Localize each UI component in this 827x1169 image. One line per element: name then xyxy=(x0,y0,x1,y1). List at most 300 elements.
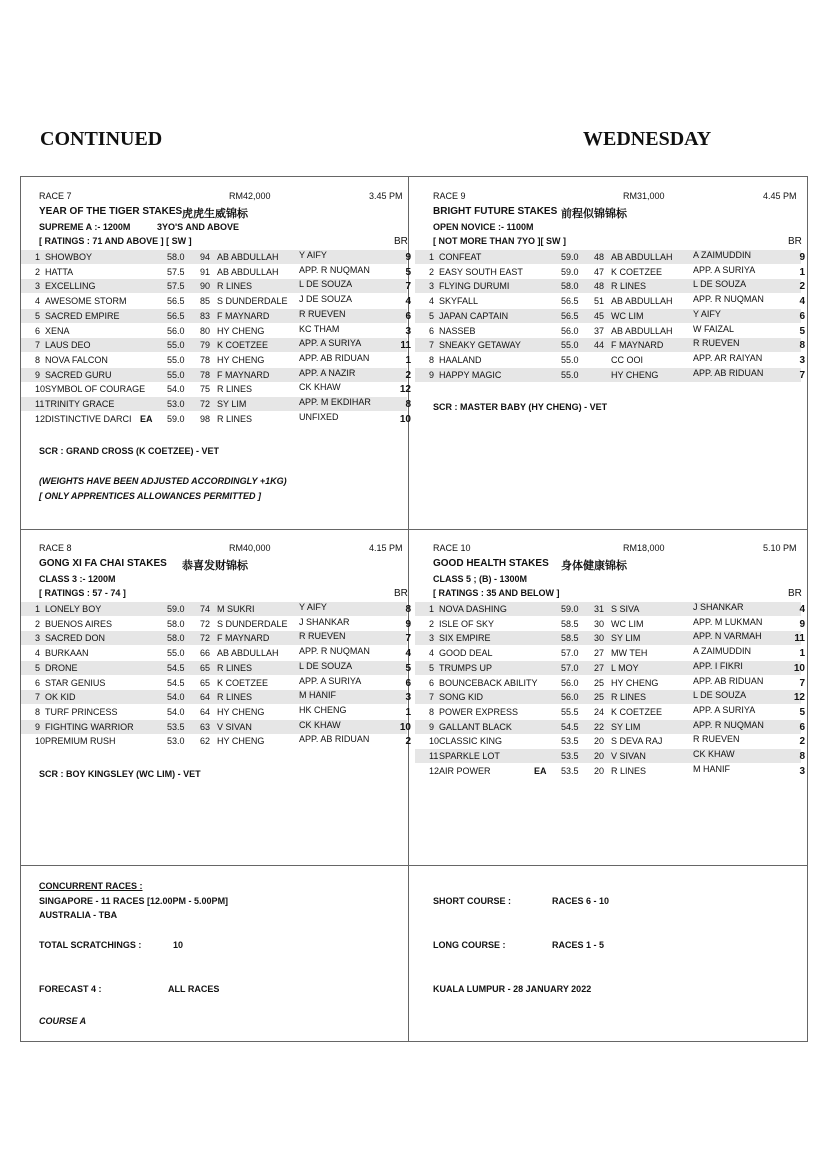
horse-name: HAPPY MAGIC xyxy=(439,369,502,380)
runner-number: 8 xyxy=(429,354,435,365)
trainer: R LINES xyxy=(217,662,253,673)
runner-number: 2 xyxy=(429,266,435,277)
rating: 78 xyxy=(200,369,211,380)
race-name-chinese: 身体健康锦标 xyxy=(561,560,627,572)
race-name: GONG XI FA CHAI STAKES xyxy=(39,558,167,569)
weight: 57.0 xyxy=(561,662,579,673)
long-course-label: LONG COURSE : xyxy=(433,940,506,950)
barrier: 11 xyxy=(400,340,411,352)
weight: 54.5 xyxy=(167,677,185,688)
trainer: K COETZEE xyxy=(611,706,663,717)
rating: 45 xyxy=(594,310,605,321)
runner-row xyxy=(21,264,411,279)
weight: 57.0 xyxy=(561,648,579,659)
jockey: APP. R NUQMAN xyxy=(693,294,764,305)
header-continued: CONTINUED xyxy=(40,128,163,150)
rating: 20 xyxy=(594,751,605,761)
barrier-header: BR xyxy=(394,588,408,599)
horse-name: EXCELLING xyxy=(45,281,96,292)
runner-row xyxy=(21,338,411,352)
runner-row xyxy=(415,646,805,660)
trainer: HY CHENG xyxy=(611,369,659,380)
runner-row xyxy=(21,616,411,631)
trainer: F MAYNARD xyxy=(217,633,270,644)
weight: 54.5 xyxy=(561,721,579,732)
weight: 56.0 xyxy=(561,692,579,703)
barrier: 7 xyxy=(799,369,805,381)
horse-name: CLASSIC KING xyxy=(439,736,503,747)
runner-number: 11 xyxy=(35,399,45,409)
rating: 94 xyxy=(200,252,211,262)
jockey: L DE SOUZA xyxy=(299,660,353,671)
barrier: 7 xyxy=(405,281,411,293)
rating: 63 xyxy=(200,721,211,732)
rating: 25 xyxy=(594,692,605,703)
horse-name: LONELY BOY xyxy=(45,604,102,614)
trainer: M SUKRI xyxy=(217,604,255,614)
runner-number: 4 xyxy=(429,648,435,659)
race-class: SUPREME A :- 1200M xyxy=(39,222,131,232)
ea-marker: EA xyxy=(534,765,547,776)
horse-name: SONG KID xyxy=(439,692,484,703)
weight: 55.0 xyxy=(167,354,185,365)
horse-name: TURF PRINCESS xyxy=(45,706,118,717)
jockey: APP. AB RIDUAN xyxy=(693,675,764,686)
rating: 27 xyxy=(594,648,605,659)
runner-number: 6 xyxy=(35,325,41,336)
rating: 75 xyxy=(200,384,211,395)
horse-name: BURKAAN xyxy=(45,648,89,659)
runner-number: 3 xyxy=(429,281,435,292)
horse-name: STAR GENIUS xyxy=(45,677,106,688)
race-name: YEAR OF THE TIGER STAKES xyxy=(39,206,183,217)
rating: 30 xyxy=(594,618,605,629)
runner-number: 10 xyxy=(35,736,46,747)
row-divider-1 xyxy=(21,529,807,530)
weight: 56.0 xyxy=(561,677,579,688)
horse-name: HATTA xyxy=(45,266,74,277)
runner-number: 3 xyxy=(429,633,435,644)
weight: 58.0 xyxy=(167,618,185,629)
trainer: R LINES xyxy=(611,765,647,776)
trainer: F MAYNARD xyxy=(217,369,270,380)
runner-number: 5 xyxy=(35,310,41,321)
runner-row xyxy=(415,279,805,293)
barrier: 1 xyxy=(799,266,805,278)
barrier-header: BR xyxy=(394,236,408,247)
trainer: AB ABDULLAH xyxy=(217,266,279,277)
runner-row xyxy=(21,250,411,264)
jockey: R RUEVEN xyxy=(299,631,346,642)
rating: 25 xyxy=(594,677,605,688)
race-time: 4.15 PM xyxy=(369,543,403,553)
trainer: HY CHENG xyxy=(217,706,265,717)
horse-name: TRINITY GRACE xyxy=(45,399,115,409)
runner-number: 2 xyxy=(429,618,435,629)
trainer: SY LIM xyxy=(611,633,641,644)
trainer: HY CHENG xyxy=(611,677,659,688)
runner-row xyxy=(415,631,805,645)
jockey: APP. A SURIYA xyxy=(299,675,362,686)
trainer: R LINES xyxy=(611,281,647,292)
jockey: J SHANKAR xyxy=(299,616,350,627)
rating: 62 xyxy=(200,736,211,747)
trainer: R LINES xyxy=(217,384,253,395)
barrier: 1 xyxy=(405,706,411,718)
runner-number: 2 xyxy=(35,266,41,277)
jockey: APP. AR RAIYAN xyxy=(693,352,763,363)
trainer: L MOY xyxy=(611,662,639,673)
race-ratings: [ NOT MORE THAN 7YO ][ SW ] xyxy=(433,236,566,246)
weight: 55.0 xyxy=(167,648,185,659)
horse-name: OK KID xyxy=(45,692,76,703)
barrier: 2 xyxy=(405,736,411,748)
runner-row xyxy=(21,631,411,645)
weight: 57.5 xyxy=(167,281,185,292)
jockey: CK KHAW xyxy=(299,719,341,730)
trainer: AB ABDULLAH xyxy=(611,252,673,262)
race-prize: RM31,000 xyxy=(623,191,665,201)
weight: 55.0 xyxy=(561,340,579,351)
horse-name: AWESOME STORM xyxy=(45,296,127,307)
barrier: 12 xyxy=(793,692,805,704)
barrier: 11 xyxy=(794,633,805,645)
weight: 53.5 xyxy=(561,765,579,776)
runner-number: 8 xyxy=(429,706,435,717)
runner-number: 4 xyxy=(429,296,435,307)
jockey: M HANIF xyxy=(693,763,730,774)
runner-row xyxy=(415,616,805,631)
jockey: APP. A NAZIR xyxy=(299,367,356,378)
horse-name: POWER EXPRESS xyxy=(439,706,519,717)
weight: 58.0 xyxy=(167,633,185,644)
barrier: 10 xyxy=(399,721,411,733)
barrier: 5 xyxy=(799,706,805,718)
jockey: CK KHAW xyxy=(693,749,735,759)
jockey: APP. AB RIDUAN xyxy=(693,367,764,378)
jockey: APP. A SURIYA xyxy=(693,704,756,715)
total-scratchings-value: 10 xyxy=(173,940,184,950)
jockey: APP. AB RIDUAN xyxy=(299,734,370,745)
rating: 72 xyxy=(200,633,211,644)
runner-row xyxy=(415,690,805,704)
trainer: MW TEH xyxy=(611,648,648,659)
trainer: V SIVAN xyxy=(611,751,646,761)
barrier: 3 xyxy=(405,692,411,704)
rating: 30 xyxy=(594,633,605,644)
runner-number: 1 xyxy=(35,252,41,262)
rating: 98 xyxy=(200,413,211,424)
horse-name: BUENOS AIRES xyxy=(45,618,113,629)
horse-name: BOUNCEBACK ABILITY xyxy=(439,677,538,688)
scratching: SCR : BOY KINGSLEY (WC LIM) - VET xyxy=(39,769,201,779)
runner-number: 7 xyxy=(429,692,435,703)
horse-name: SIX EMPIRE xyxy=(439,633,491,644)
barrier: 4 xyxy=(799,296,805,308)
runner-number: 4 xyxy=(35,648,41,659)
rating: 48 xyxy=(594,252,605,262)
trainer: R LINES xyxy=(611,692,647,703)
rating: 20 xyxy=(594,765,605,776)
concurrent-australia: AUSTRALIA - TBA xyxy=(39,910,118,920)
runner-number: 3 xyxy=(35,281,41,292)
rating: 37 xyxy=(594,325,605,336)
trainer: AB ABDULLAH xyxy=(217,648,279,659)
race-ratings: [ RATINGS : 57 - 74 ] xyxy=(39,588,126,598)
runner-row xyxy=(415,675,805,690)
rating: 80 xyxy=(200,325,211,336)
horse-name: FIGHTING WARRIOR xyxy=(45,721,134,732)
rating: 78 xyxy=(200,354,211,365)
runner-row xyxy=(415,352,805,367)
runner-number: 5 xyxy=(429,310,435,321)
horse-name: DISTINCTIVE DARCI xyxy=(45,413,132,424)
rating: 64 xyxy=(200,692,211,703)
rating: 66 xyxy=(200,648,211,659)
rating: 72 xyxy=(200,399,211,409)
horse-name: LAUS DEO xyxy=(45,340,91,351)
rating: 64 xyxy=(200,706,211,717)
horse-name: GALLANT BLACK xyxy=(439,721,512,732)
trainer: AB ABDULLAH xyxy=(611,325,673,336)
runner-row xyxy=(21,411,411,426)
runner-row xyxy=(415,308,805,323)
runner-number: 4 xyxy=(35,296,41,307)
rating: 83 xyxy=(200,310,211,321)
barrier: 6 xyxy=(405,310,411,322)
ea-marker: EA xyxy=(140,413,153,424)
race-card-frame xyxy=(20,176,808,1042)
runner-row xyxy=(21,382,411,396)
jockey: APP. AB RIDUAN xyxy=(299,352,370,363)
barrier: 9 xyxy=(799,252,805,263)
barrier: 8 xyxy=(799,340,805,352)
rating: 72 xyxy=(200,618,211,629)
barrier: 6 xyxy=(405,677,411,689)
horse-name: GOOD DEAL xyxy=(439,648,493,659)
horse-name: ISLE OF SKY xyxy=(439,618,495,629)
horse-name: FLYING DURUMI xyxy=(439,281,510,292)
race-prize: RM18,000 xyxy=(623,543,665,553)
barrier-header: BR xyxy=(788,236,802,247)
barrier: 3 xyxy=(405,325,411,337)
rating: 48 xyxy=(594,281,605,292)
race-note: (WEIGHTS HAVE BEEN ADJUSTED ACCORDINGLY +1KG) xyxy=(39,476,287,487)
horse-name: HAALAND xyxy=(439,354,482,365)
runner-row xyxy=(415,250,805,264)
runner-number: 6 xyxy=(429,325,435,336)
weight: 56.0 xyxy=(167,325,185,336)
trainer: SY LIM xyxy=(217,399,247,409)
weight: 58.5 xyxy=(561,618,579,629)
runner-number: 7 xyxy=(35,692,41,703)
horse-name: AIR POWER xyxy=(439,765,491,776)
runner-number: 7 xyxy=(35,340,41,351)
runner-number: 9 xyxy=(35,721,41,732)
race-age: 3YO'S AND ABOVE xyxy=(157,222,239,232)
horse-name: SKYFALL xyxy=(439,296,479,307)
barrier: 2 xyxy=(799,281,805,293)
weight: 54.5 xyxy=(167,662,185,673)
runner-number: 1 xyxy=(429,252,435,262)
race-prize: RM42,000 xyxy=(229,191,271,201)
barrier: 8 xyxy=(405,399,411,410)
jockey: M HANIF xyxy=(299,690,336,701)
weight: 58.5 xyxy=(561,633,579,644)
runner-number: 1 xyxy=(35,604,41,614)
jockey: R RUEVEN xyxy=(299,308,346,319)
runner-row xyxy=(21,675,411,690)
horse-name: SACRED GURU xyxy=(45,369,112,380)
runner-row xyxy=(21,734,411,748)
concurrent-singapore: SINGAPORE - 11 RACES [12.00PM - 5.00PM] xyxy=(39,896,229,906)
trainer: S DUNDERDALE xyxy=(217,296,288,307)
trainer: WC LIM xyxy=(611,310,644,321)
runner-number: 7 xyxy=(429,340,435,351)
runner-row xyxy=(415,734,805,748)
horse-name: DRONE xyxy=(45,662,78,673)
runner-row xyxy=(21,397,411,411)
barrier: 10 xyxy=(399,413,411,425)
trainer: SY LIM xyxy=(611,721,641,732)
runner-row xyxy=(415,719,805,734)
barrier: 2 xyxy=(799,736,805,748)
horse-name: SNEAKY GETAWAY xyxy=(439,340,521,351)
runner-number: 9 xyxy=(35,369,41,380)
runner-row xyxy=(21,602,411,616)
barrier: 9 xyxy=(405,252,411,263)
rating: 85 xyxy=(200,296,211,307)
rating: 24 xyxy=(594,706,605,717)
runner-row xyxy=(415,763,805,778)
barrier: 3 xyxy=(799,354,805,366)
race-number: RACE 8 xyxy=(39,543,72,553)
race-number: RACE 9 xyxy=(433,191,466,201)
trainer: F MAYNARD xyxy=(611,340,664,351)
runner-row xyxy=(21,704,411,719)
race-time: 5.10 PM xyxy=(763,543,797,553)
barrier: 1 xyxy=(799,648,805,660)
runner-number: 3 xyxy=(35,633,41,644)
horse-name: TRUMPS UP xyxy=(439,662,493,673)
runner-row xyxy=(21,279,411,293)
runner-row xyxy=(415,294,805,308)
runner-row xyxy=(415,367,805,382)
rating: 51 xyxy=(594,296,605,307)
rating: 79 xyxy=(200,340,211,351)
jockey: APP. R NUQMAN xyxy=(299,264,370,275)
barrier: 7 xyxy=(405,633,411,645)
jockey: KC THAM xyxy=(299,323,340,334)
header-day: WEDNESDAY xyxy=(583,128,712,150)
race-prize: RM40,000 xyxy=(229,543,271,553)
weight: 56.5 xyxy=(561,310,579,321)
barrier: 8 xyxy=(405,604,411,615)
horse-name: NASSEB xyxy=(439,325,476,336)
trainer: S DEVA RAJ xyxy=(611,736,663,747)
weight: 58.0 xyxy=(561,281,579,292)
runner-number: 8 xyxy=(35,354,41,365)
weight: 55.0 xyxy=(561,354,579,365)
runner-number: 2 xyxy=(35,618,41,629)
horse-name: SYMBOL OF COURAGE xyxy=(45,384,146,395)
jockey: L DE SOUZA xyxy=(693,279,747,290)
runner-row xyxy=(21,294,411,308)
runner-row xyxy=(415,602,805,616)
barrier: 4 xyxy=(799,604,805,615)
trainer: HY CHENG xyxy=(217,325,265,336)
runner-number: 10 xyxy=(429,736,440,747)
weight: 56.5 xyxy=(561,296,579,307)
runner-row xyxy=(415,323,805,338)
jockey: L DE SOUZA xyxy=(299,279,353,290)
trainer: R LINES xyxy=(217,281,253,292)
jockey: APP. R NUQMAN xyxy=(299,646,370,657)
race-time: 3.45 PM xyxy=(369,191,403,201)
race-number: RACE 10 xyxy=(433,543,471,553)
jockey: J DE SOUZA xyxy=(299,294,353,305)
barrier: 1 xyxy=(405,354,411,366)
rating: 65 xyxy=(200,677,211,688)
runner-row xyxy=(21,367,411,382)
weight: 59.0 xyxy=(561,604,579,614)
weight: 55.0 xyxy=(561,369,579,380)
weight: 53.0 xyxy=(167,399,185,409)
trainer: HY CHENG xyxy=(217,354,265,365)
rating: 91 xyxy=(200,266,211,277)
jockey: APP. R NUQMAN xyxy=(693,719,764,730)
barrier: 5 xyxy=(799,325,805,337)
race-note: [ ONLY APPRENTICES ALLOWANCES PERMITTED ] xyxy=(39,491,262,502)
horse-name: JAPAN CAPTAIN xyxy=(439,310,509,321)
trainer: V SIVAN xyxy=(217,721,252,732)
runner-number: 9 xyxy=(429,369,435,380)
race-name: BRIGHT FUTURE STAKES xyxy=(433,206,558,217)
runner-row xyxy=(21,690,411,704)
weight: 59.0 xyxy=(561,252,579,262)
short-course-label: SHORT COURSE : xyxy=(433,896,512,906)
runner-row xyxy=(21,308,411,323)
weight: 59.0 xyxy=(167,413,185,424)
rating: 31 xyxy=(594,604,605,614)
barrier: 6 xyxy=(799,721,805,733)
jockey: APP. N VARMAH xyxy=(693,631,762,642)
race-time: 4.45 PM xyxy=(763,191,797,201)
weight: 54.0 xyxy=(167,706,185,717)
trainer: R LINES xyxy=(217,413,253,424)
total-scratchings-label: TOTAL SCRATCHINGS : xyxy=(39,940,142,950)
jockey: APP. I FIKRI xyxy=(693,660,743,671)
rating: 65 xyxy=(200,662,211,673)
long-course-value: RACES 1 - 5 xyxy=(552,940,605,950)
horse-name: NOVA FALCON xyxy=(45,354,108,365)
weight: 55.0 xyxy=(167,340,185,351)
jockey: R RUEVEN xyxy=(693,734,740,745)
runner-number: 12 xyxy=(35,413,46,424)
weight: 59.0 xyxy=(561,266,579,277)
horse-name: PREMIUM RUSH xyxy=(45,736,116,747)
barrier: 9 xyxy=(405,618,411,630)
horse-name: SACRED DON xyxy=(45,633,106,644)
barrier: 4 xyxy=(405,648,411,660)
course-label: COURSE A xyxy=(39,1016,87,1026)
jockey: Y AIFY xyxy=(693,308,721,319)
rating: 74 xyxy=(200,604,211,614)
race-name: GOOD HEALTH STAKES xyxy=(433,558,549,569)
horse-name: CONFEAT xyxy=(439,252,482,262)
scratching: SCR : GRAND CROSS (K COETZEE) - VET xyxy=(39,446,220,457)
jockey: Y AIFY xyxy=(299,602,327,612)
